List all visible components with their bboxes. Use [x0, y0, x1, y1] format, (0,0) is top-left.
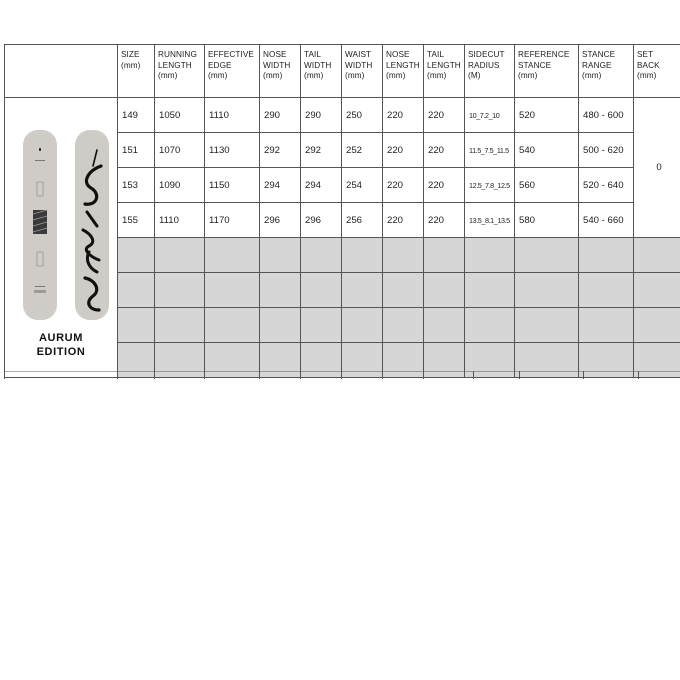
- table-continuation-lines: [4, 371, 680, 379]
- empty-cell: [634, 238, 680, 273]
- empty-cell: [155, 273, 205, 308]
- empty-cell: [515, 238, 579, 273]
- table-cell: 153: [118, 168, 155, 203]
- empty-cell: [465, 308, 515, 343]
- column-header: SET BACK (mm): [634, 45, 680, 98]
- table-cell: 290: [260, 98, 301, 133]
- empty-cell: [383, 238, 424, 273]
- table-cell: 500 - 620: [579, 133, 634, 168]
- table-cell: 220: [424, 203, 465, 238]
- empty-cell: [383, 308, 424, 343]
- column-header: RUNNING LENGTH (mm): [155, 45, 205, 98]
- table-cell: 11.5_7.5_11.5: [465, 133, 515, 168]
- header-row: [5, 45, 680, 98]
- table-cell: 12.5_7.8_12.5: [465, 168, 515, 203]
- empty-cell: [205, 238, 260, 273]
- column-header: SIZE (mm): [118, 45, 155, 98]
- table-cell: 250: [342, 98, 383, 133]
- column-header: EFFECTIVE EDGE (mm): [205, 45, 260, 98]
- table-cell: 220: [424, 98, 465, 133]
- table-cell: 294: [301, 168, 342, 203]
- empty-cell: [342, 238, 383, 273]
- empty-cell: [634, 273, 680, 308]
- table-cell: 1110: [155, 203, 205, 238]
- empty-cell: [579, 238, 634, 273]
- empty-cell: [424, 238, 465, 273]
- table-cell: 292: [301, 133, 342, 168]
- empty-cell: [260, 273, 301, 308]
- table-cell: 1130: [205, 133, 260, 168]
- empty-cell: [301, 238, 342, 273]
- table-cell: 220: [383, 203, 424, 238]
- empty-cell: [301, 273, 342, 308]
- column-header: REFERENCE STANCE (mm): [515, 45, 579, 98]
- empty-cell: [634, 308, 680, 343]
- empty-cell: [155, 238, 205, 273]
- snowboard-illustration: [19, 130, 111, 320]
- table-cell: 1090: [155, 168, 205, 203]
- table-cell: 294: [260, 168, 301, 203]
- table-cell: 155: [118, 203, 155, 238]
- table-cell: 220: [383, 133, 424, 168]
- column-header: NOSE WIDTH (mm): [260, 45, 301, 98]
- empty-cell: [383, 273, 424, 308]
- product-image-cell: [5, 98, 118, 378]
- table-cell: 296: [301, 203, 342, 238]
- column-header: NOSE LENGTH (mm): [383, 45, 424, 98]
- table-row: [5, 98, 680, 133]
- empty-cell: [155, 308, 205, 343]
- table-cell: 1170: [205, 203, 260, 238]
- table-cell: 220: [383, 168, 424, 203]
- empty-cell: [465, 238, 515, 273]
- table-cell: 149: [118, 98, 155, 133]
- empty-cell: [515, 308, 579, 343]
- empty-cell: [205, 273, 260, 308]
- table-cell: 580: [515, 203, 579, 238]
- table-cell: 540 - 660: [579, 203, 634, 238]
- empty-cell: [465, 273, 515, 308]
- empty-cell: [118, 273, 155, 308]
- empty-cell: [424, 308, 465, 343]
- empty-cell: [579, 273, 634, 308]
- empty-cell: [205, 308, 260, 343]
- empty-cell: [118, 238, 155, 273]
- edition-label: AURUM EDITION: [36, 332, 86, 358]
- table-cell: 220: [383, 98, 424, 133]
- table-cell: 290: [301, 98, 342, 133]
- table-cell: 296: [260, 203, 301, 238]
- table-cell: 1050: [155, 98, 205, 133]
- table-cell: 1150: [205, 168, 260, 203]
- table-cell: 13.5_8.1_13.5: [465, 203, 515, 238]
- column-header: STANCE RANGE (mm): [579, 45, 634, 98]
- table-cell: 256: [342, 203, 383, 238]
- table-cell: 480 - 600: [579, 98, 634, 133]
- table-cell: 520 - 640: [579, 168, 634, 203]
- table-cell: 220: [424, 133, 465, 168]
- table-cell: 220: [424, 168, 465, 203]
- board-base: [75, 130, 109, 320]
- empty-cell: [342, 308, 383, 343]
- column-header: TAIL WIDTH (mm): [301, 45, 342, 98]
- table-cell: 252: [342, 133, 383, 168]
- empty-cell: [301, 308, 342, 343]
- spec-table: [4, 44, 680, 378]
- column-header: TAIL LENGTH (mm): [424, 45, 465, 98]
- table-cell: 254: [342, 168, 383, 203]
- table-cell: 292: [260, 133, 301, 168]
- table-cell: 520: [515, 98, 579, 133]
- empty-cell: [118, 308, 155, 343]
- empty-cell: [342, 273, 383, 308]
- table-cell: 540: [515, 133, 579, 168]
- table-cell: 1070: [155, 133, 205, 168]
- table-cell: 151: [118, 133, 155, 168]
- header-blank-cell: [5, 45, 118, 98]
- table-cell: 560: [515, 168, 579, 203]
- set-back-cell: 0: [634, 98, 680, 238]
- column-header: SIDECUT RADIUS (M): [465, 45, 515, 98]
- table-cell: 10_7.2_10: [465, 98, 515, 133]
- column-header: WAIST WIDTH (mm): [342, 45, 383, 98]
- empty-cell: [260, 308, 301, 343]
- table-cell: 1110: [205, 98, 260, 133]
- empty-cell: [515, 273, 579, 308]
- empty-cell: [579, 308, 634, 343]
- empty-cell: [424, 273, 465, 308]
- empty-cell: [260, 238, 301, 273]
